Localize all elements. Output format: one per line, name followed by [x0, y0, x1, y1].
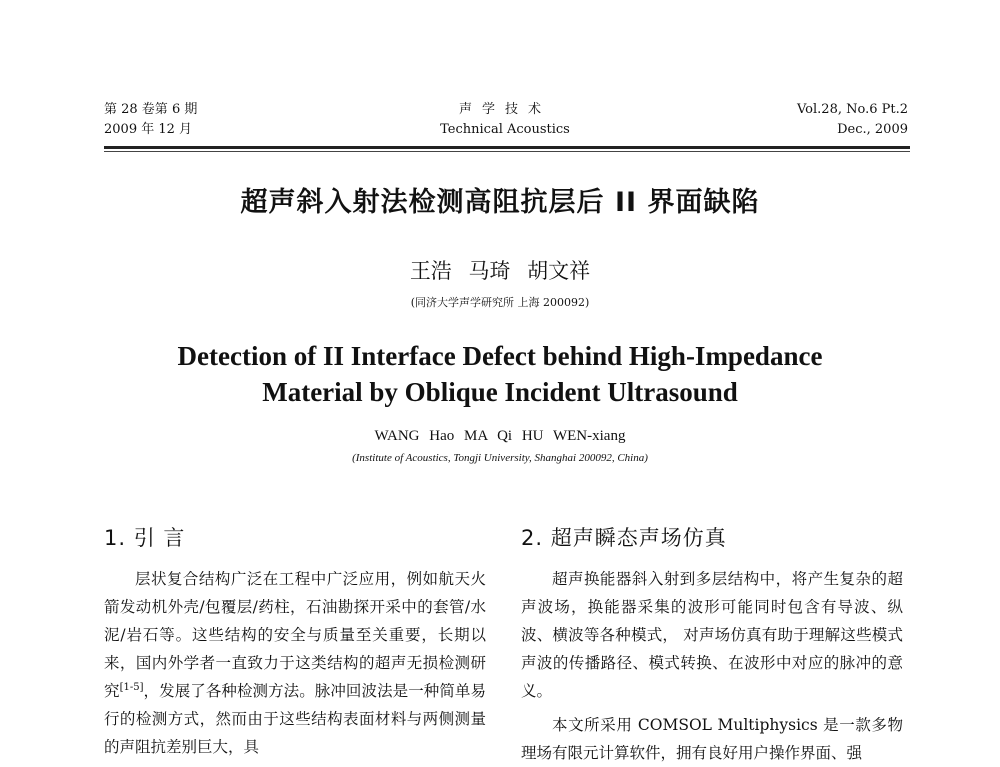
- left-column: [104, 565, 486, 761]
- authors-en: WANG Hao MA Qi HU WEN-xiang: [374, 428, 626, 444]
- journal-name: [380, 100, 630, 140]
- section-1-text-b: ，发展了各种检测方法。脉冲回波法是一种简单易行的检测方式，然而由于这些结构表面材料与两侧测量的声阻抗差别巨大，具: [104, 682, 486, 756]
- right-column: [521, 565, 903, 767]
- title-en: [0, 338, 1000, 410]
- header-rule: [104, 146, 910, 149]
- header-rule-thin: [104, 151, 910, 152]
- section-1-paragraph: [104, 565, 486, 761]
- title-en-line1: Detection of II Interface Defect behind High-Impedance: [177, 341, 823, 371]
- issue-number-cn: 第 28 卷第 6 期: [104, 102, 198, 117]
- journal-name-cn: 声学技术: [458, 102, 551, 117]
- authors-cn: 王浩 马琦 胡文祥: [409, 259, 591, 283]
- section-2-paragraph-1: 超声换能器斜入射到多层结构中，将产生复杂的超声波场，换能器采集的波形可能同时包含有导波、纵波、横波等各种模式， 对声场仿真有助于理解这些模式声波的传播路径、模式转换、在波形中对应的脉冲的意义。: [521, 570, 903, 700]
- title-cn: 超声斜入射法检测高阻抗层后 II 界面缺陷: [240, 187, 760, 218]
- section-2-heading: 2. 超声瞬态声场仿真: [521, 526, 727, 550]
- issue-info-cn: [104, 100, 197, 140]
- issue-date-cn: 2009 年 12 月: [104, 122, 193, 137]
- journal-name-en: Technical Acoustics: [440, 122, 570, 137]
- citation-ref: [1-5]: [119, 681, 144, 693]
- section-1-text-a: 层状复合结构广泛在工程中广泛应用，例如航天火箭发动机外壳/包覆层/药柱，石油勘探开采中的套管/水泥/岩石等。这些结构的安全与质量至关重要，长期以来，国内外学者一直致力于这类结构的超声无损检测研究: [104, 570, 486, 700]
- affiliation-cn: (同济大学声学研究所 上海 200092): [410, 296, 590, 309]
- section-1-heading: 1. 引 言: [104, 526, 186, 550]
- issue-date-en: Dec., 2009: [837, 122, 908, 137]
- title-en-line2: Material by Oblique Incident Ultrasound: [262, 377, 738, 407]
- affiliation-en: (Institute of Acoustics, Tongji University, Shanghai 200092, China): [352, 452, 648, 464]
- issue-info-en: [797, 100, 908, 140]
- volume-en: Vol.28, No.6 Pt.2: [796, 102, 908, 117]
- section-2-paragraph-2: 本文所采用 COMSOL Multiphysics 是一款多物理场有限元计算软件，拥有良好用户操作界面、强: [521, 716, 903, 762]
